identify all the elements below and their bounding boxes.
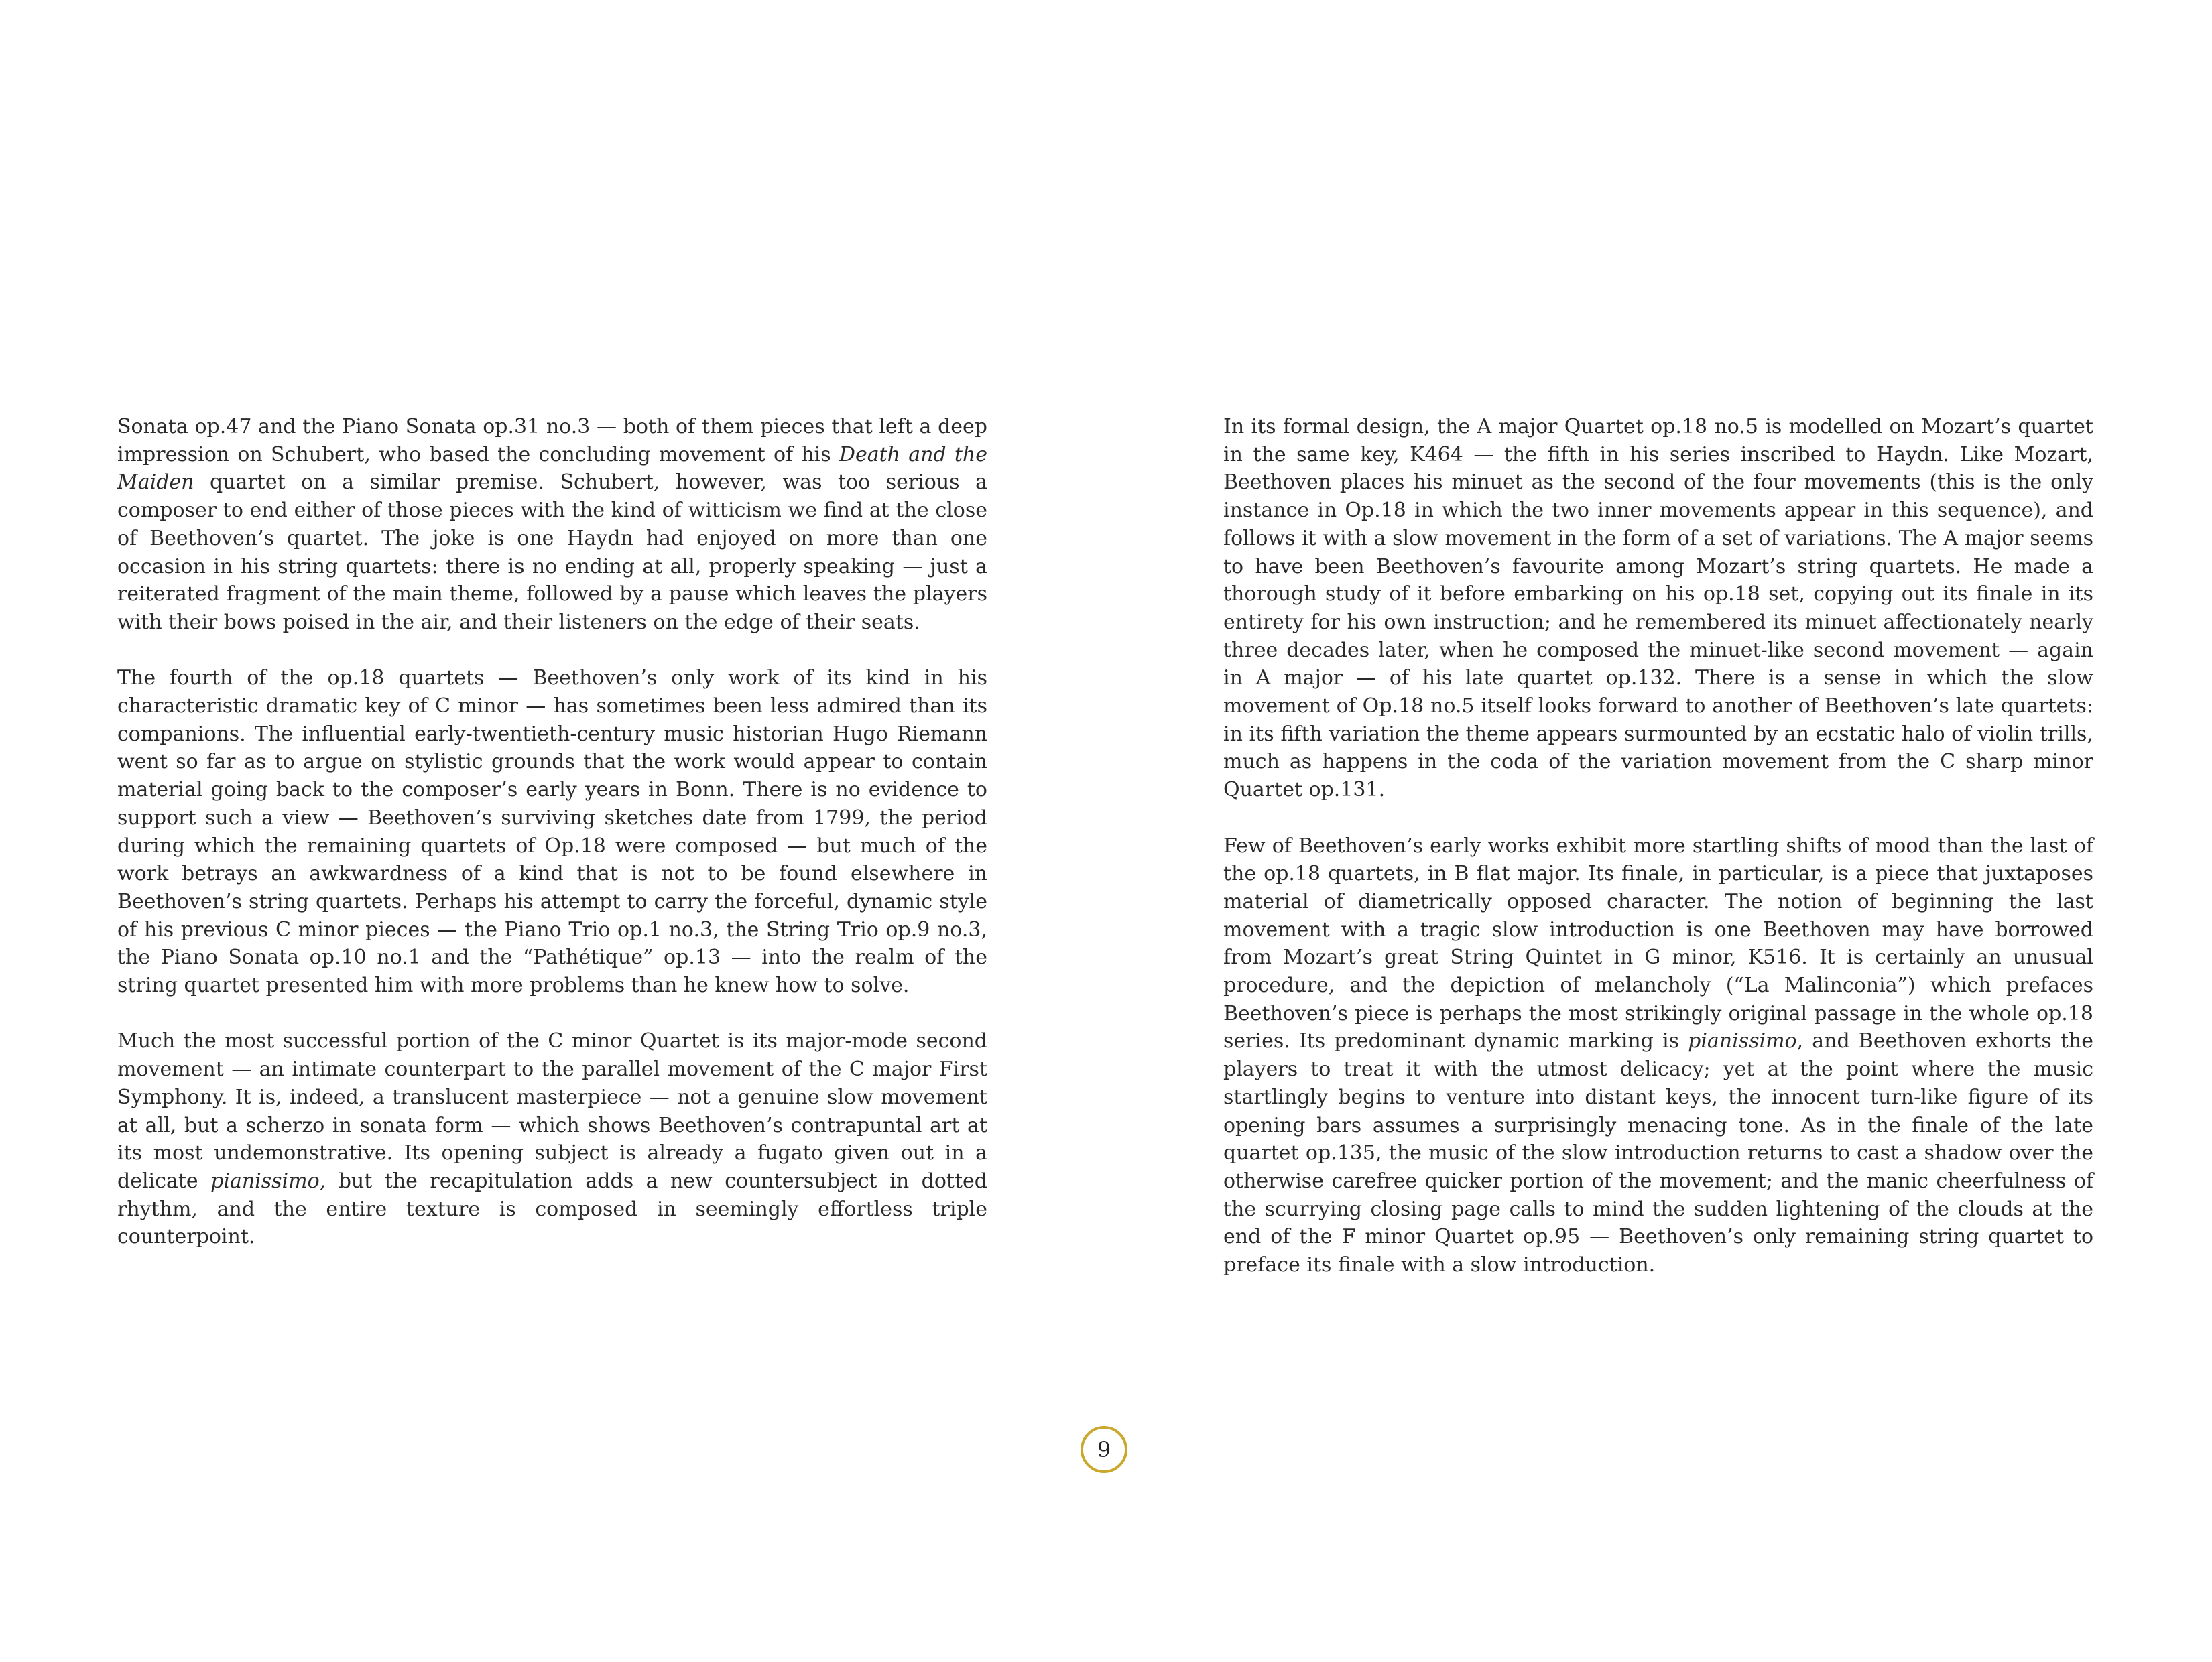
- paragraph: In its formal design, the A major Quartet op.18 no.5 is modelled on Mozart’s quartet in the same key, K464 — the fifth in his series inscribed to Haydn. Like Mozart, Beethoven places his minuet as the second of the four movements (this is the only instance in Op.18 in which the two inner movements appear in this sequence), and follows it with a slow movement in the form of a set of variations. The A major seems to have been Beethoven’s favourite among Mozart’s string quartets. He made a thorough study of it before embarking on his op.18 set, copying out its finale in its entirety for his own instruction; and he remembered its minuet affectionately nearly three decades later, when he composed the minuet-like second movement — again in A major — of his late quartet op.132. There is a sense in which the slow movement of Op.18 no.5 itself looks forward to another of Beethoven’s late quartets: in its fifth variation the theme appears surmounted by an ecstatic halo of violin trills, much as happens in the coda of the variation movement from the C sharp minor Quartet op.131.: [1223, 415, 2093, 802]
- paragraph: Much the most successful portion of the C minor Quartet is its major-mode second movement — an intimate counterpart to the parallel movement of the C major First Symphony. It is, indeed, a translucent masterpiece — not a genuine slow movement at all, but a scherzo in sonata form — which shows Beethoven’s contrapuntal art at its most undemonstrative. Its opening subject is already a fugato given out in a delicate pianissimo, but the recapitulation adds a new countersubject in dotted rhythm, and the entire texture is composed in seemingly effortless triple counterpoint.: [117, 1029, 987, 1249]
- paragraph: The fourth of the op.18 quartets — Beethoven’s only work of its kind in his characteristic dramatic key of C minor — has sometimes been less admired than its companions. The influential early-twentieth-century music historian Hugo Riemann went so far as to argue on stylistic grounds that the work would appear to contain material going back to the composer’s early years in Bonn. There is no evidence to support such a view — Beethoven’s surviving sketches date from 1799, the period during which the remaining quartets of Op.18 were composed — but much of the work betrays an awkwardness of a kind that is not to be found elsewhere in Beethoven’s string quartets. Perhaps his attempt to carry the forceful, dynamic style of his previous C minor pieces — the Piano Trio op.1 no.3, the String Trio op.9 no.3, the Piano Sonata op.10 no.1 and the “Pathétique” op.13 — into the realm of the string quartet presented him with more problems than he knew how to solve.: [117, 666, 987, 998]
- paragraph: Sonata op.47 and the Piano Sonata op.31 no.3 — both of them pieces that left a deep impression on Schubert, who based the concluding movement of his Death and the Maiden quartet on a similar premise. Schubert, however, was too serious a composer to end either of those pieces with the kind of witticism we find at the close of Beethoven’s quartet. The joke is one Haydn had enjoyed on more than one occasion in his string quartets: there is no ending at all, properly speaking — just a reiterated fragment of the main theme, followed by a pause which leaves the players with their bows poised in the air, and their listeners on the edge of their seats.: [117, 415, 987, 634]
- right-text-column: [1223, 413, 2093, 1279]
- page-number: 9: [1081, 1426, 1127, 1473]
- paragraph: Few of Beethoven’s early works exhibit more startling shifts of mood than the last of the op.18 quartets, in B flat major. Its finale, in particular, is a piece that juxtaposes material of diametrically opposed character. The notion of beginning the last movement with a tragic slow introduction is one Beethoven may have borrowed from Mozart’s great String Quintet in G minor, K516. It is certainly an unusual procedure, and the depiction of melancholy (“La Malinconia”) which prefaces Beethoven’s piece is perhaps the most strikingly original passage in the whole op.18 series. Its predominant dynamic marking is pianissimo, and Beethoven exhorts the players to treat it with the utmost delicacy; yet at the point where the music startlingly begins to venture into distant keys, the innocent turn-like figure of its opening bars assumes a surprisingly menacing tone. As in the finale of the late quartet op.135, the music of the slow introduction returns to cast a shadow over the otherwise carefree quicker portion of the movement; and the manic cheerfulness of the scurrying closing page calls to mind the sudden lightening of the clouds at the end of the F minor Quartet op.95 — Beethoven’s only remaining string quartet to preface its finale with a slow introduction.: [1223, 834, 2093, 1277]
- work-title-italic: Death and the Maiden: [117, 442, 987, 495]
- left-text-column: [117, 413, 987, 1251]
- dynamic-marking-italic: pianissimo: [1688, 1029, 1797, 1053]
- dynamic-marking-italic: pianissimo: [210, 1169, 320, 1193]
